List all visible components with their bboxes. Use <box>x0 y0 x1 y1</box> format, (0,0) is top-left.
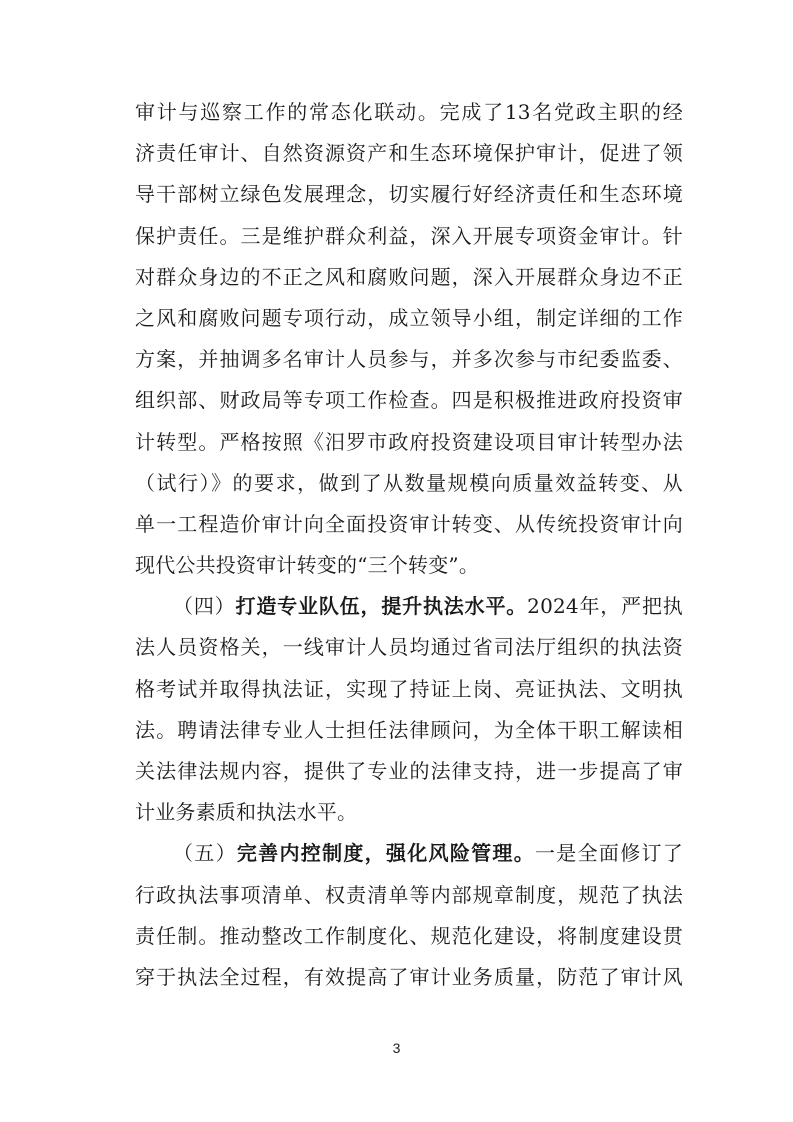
section-5-marker: （五） <box>173 841 237 866</box>
text-line: 保护责任。三是维护群众利益，深入开展专项资金审计。针 <box>135 223 683 248</box>
section-5-first-line <box>135 833 683 874</box>
section-5-heading: 完善内控制度，强化风险管理。 <box>236 841 536 866</box>
text-line: 计转型。严格按照《汨罗市政府投资建设项目审计转型办法 <box>135 429 683 454</box>
section-4-heading: 打造专业队伍，提升执法水平。 <box>235 594 528 619</box>
body-text <box>135 92 683 998</box>
text-line: 对群众身边的不正之风和腐败问题，深入开展群众身边不正 <box>135 264 683 289</box>
text-line: 穿于执法全过程，有效提高了审计业务质量，防范了审计风 <box>135 964 683 989</box>
text-line: 法。聘请法律专业人士担任法律顾问，为全体干职工解读相 <box>135 717 683 742</box>
paragraph-section-4 <box>135 586 683 833</box>
text-line: 格考试并取得执法证，实现了持证上岗、亮证执法、文明执 <box>135 676 683 701</box>
text-line: 关法律法规内容，提供了专业的法律支持，进一步提高了审 <box>135 759 683 783</box>
text-line: 导干部树立绿色发展理念，切实履行好经济责任和生态环境 <box>135 182 683 207</box>
text-line: 单一工程造价审计向全面投资审计转变、从传统投资审计向 <box>135 511 683 536</box>
text-line: 行政执法事项清单、权责清单等内部规章制度，规范了执法 <box>135 882 683 907</box>
text-line: 组织部、财政局等专项工作检查。四是积极推进政府投资审 <box>135 388 683 413</box>
text-line: 审计与巡察工作的常态化联动。完成了13名党政主职的经 <box>135 100 683 124</box>
paragraph-section-5 <box>135 833 683 998</box>
text-line: 计业务素质和执法水平。 <box>135 800 358 825</box>
page-number: 3 <box>392 1040 401 1056</box>
section-5-first-line-text: 一是全面修订了 <box>535 841 683 866</box>
text-line: 责任制。推动整改工作制度化、规范化建设，将制度建设贯 <box>135 923 683 948</box>
text-line: 方案，并抽调多名审计人员参与，并多次参与市纪委监委、 <box>135 347 683 372</box>
text-line: 之风和腐败问题专项行动，成立领导小组，制定详细的工作 <box>135 305 683 330</box>
text-line: 法人员资格关，一线审计人员均通过省司法厅组织的执法资 <box>135 635 683 660</box>
text-line: 现代公共投资审计转变的“三个转变”。 <box>135 553 480 578</box>
paragraph-audit-work <box>135 92 683 586</box>
section-4-first-line <box>135 586 683 627</box>
text-line: 济责任审计、自然资源资产和生态环境保护审计，促进了领 <box>135 141 683 166</box>
text-line: （试行）》的要求，做到了从数量规模向质量效益转变、从 <box>135 470 683 495</box>
section-4-first-line-text: 2024年，严把执 <box>527 594 683 619</box>
section-4-marker: （四） <box>173 594 236 619</box>
